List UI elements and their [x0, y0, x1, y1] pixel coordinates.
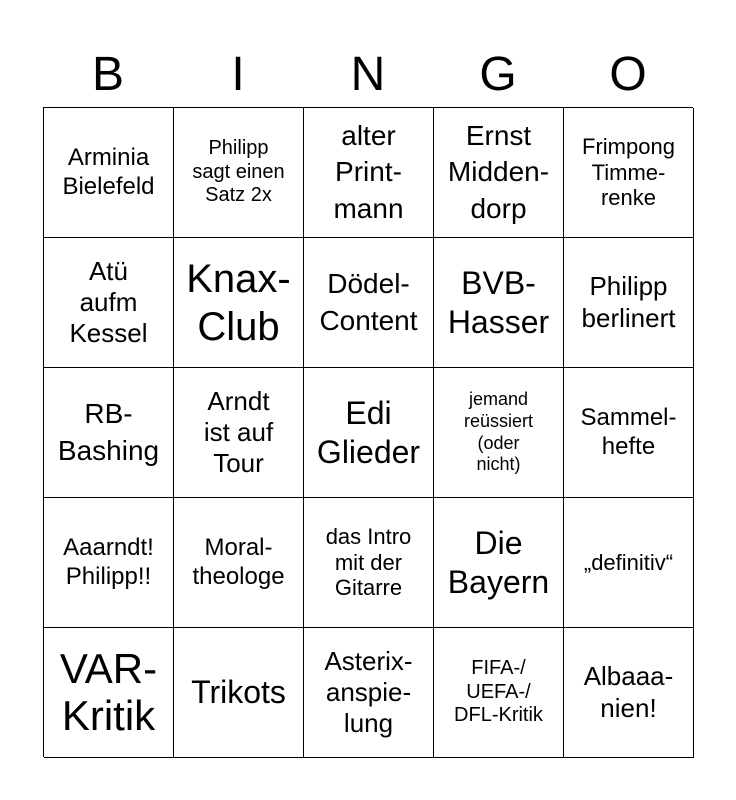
bingo-cell[interactable]: Moral- theologe	[174, 498, 304, 628]
bingo-cell[interactable]: Philipp sagt einen Satz 2x	[174, 108, 304, 238]
bingo-cell[interactable]: Arminia Bielefeld	[44, 108, 174, 238]
bingo-cell[interactable]: Die Bayern	[434, 498, 564, 628]
header-letter-o: O	[609, 48, 647, 101]
header-letter-i: I	[231, 48, 245, 101]
bingo-cell[interactable]: „definitiv“	[564, 498, 694, 628]
bingo-cell[interactable]: Albaaa- nien!	[564, 628, 694, 758]
bingo-cell[interactable]: BVB- Hasser	[434, 238, 564, 368]
bingo-cell[interactable]: Philipp berlinert	[564, 238, 694, 368]
bingo-cell[interactable]: Atü aufm Kessel	[44, 238, 174, 368]
bingo-cell[interactable]: alter Print- mann	[304, 108, 434, 238]
header-letter-n: N	[350, 48, 386, 101]
bingo-cell[interactable]: das Intro mit der Gitarre	[304, 498, 434, 628]
header-letter-g: G	[479, 48, 517, 101]
bingo-cell[interactable]: Dödel- Content	[304, 238, 434, 368]
bingo-cell[interactable]: VAR- Kritik	[44, 628, 174, 758]
bingo-cell[interactable]: Knax- Club	[174, 238, 304, 368]
bingo-cell[interactable]: jemand reüssiert (oder nicht)	[434, 368, 564, 498]
header-letter-b: B	[91, 48, 124, 101]
bingo-header	[43, 44, 693, 106]
bingo-cell[interactable]: Trikots	[174, 628, 304, 758]
bingo-cell[interactable]: Frimpong Timme- renke	[564, 108, 694, 238]
bingo-cell[interactable]: Sammel- hefte	[564, 368, 694, 498]
bingo-cell[interactable]: Aaarndt! Philipp!!	[44, 498, 174, 628]
bingo-cell[interactable]: Arndt ist auf Tour	[174, 368, 304, 498]
bingo-cell[interactable]: Ernst Midden- dorp	[434, 108, 564, 238]
bingo-cell[interactable]: FIFA-/ UEFA-/ DFL-Kritik	[434, 628, 564, 758]
bingo-cell[interactable]: RB- Bashing	[44, 368, 174, 498]
bingo-cell[interactable]: Edi Glieder	[304, 368, 434, 498]
bingo-cell[interactable]: Asterix- anspie- lung	[304, 628, 434, 758]
bingo-grid	[43, 107, 693, 757]
